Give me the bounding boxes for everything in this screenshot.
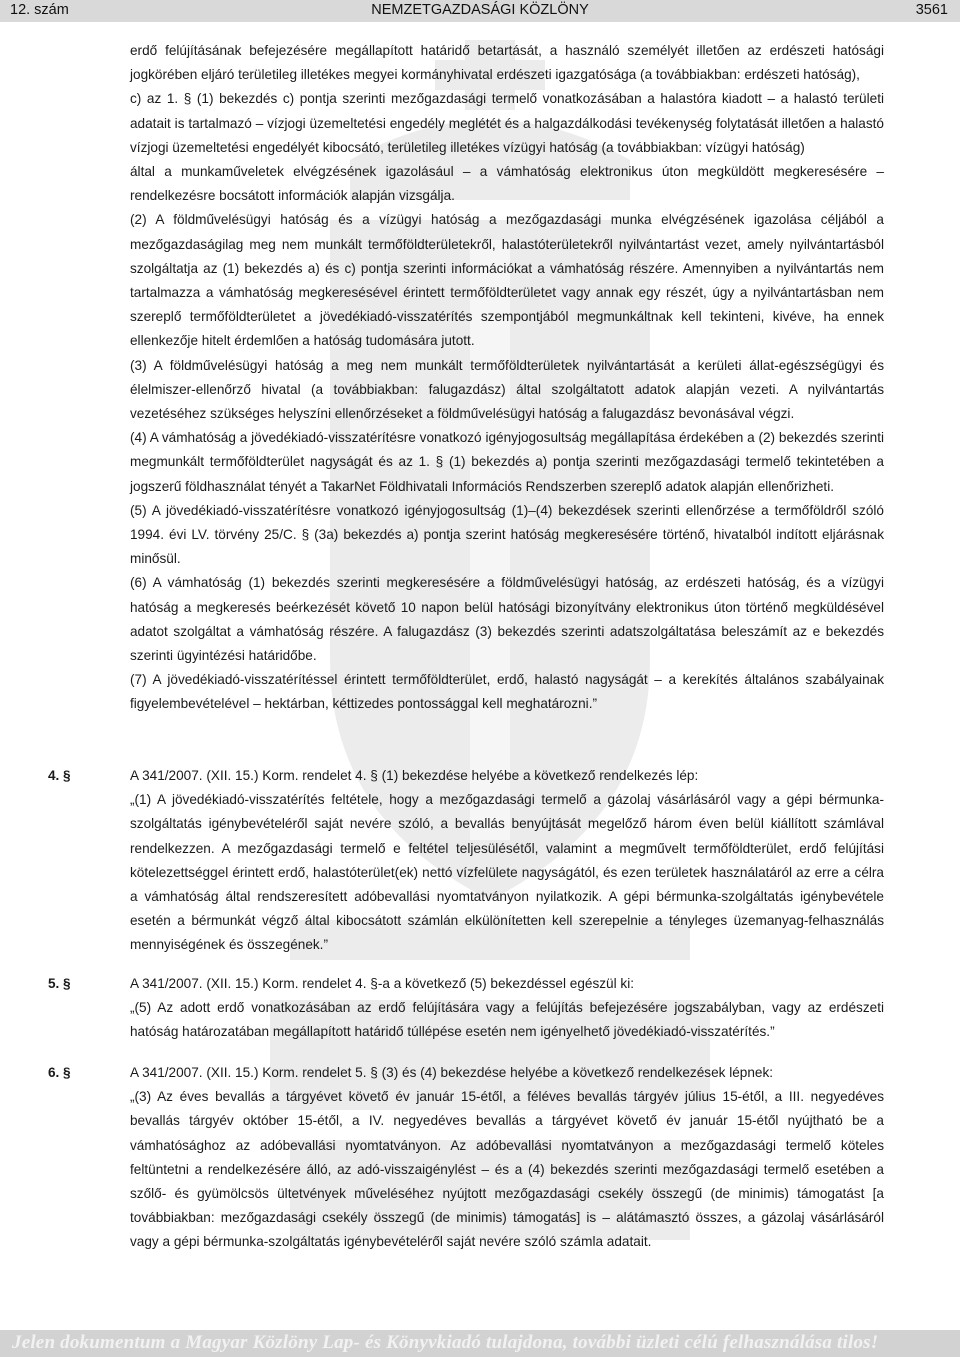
- paragraph-sign: §: [63, 768, 71, 783]
- paragraph-sign: §: [63, 976, 71, 991]
- paragraph: (2) A földművelésügyi hatóság és a vízügyi hatóság a mezőgazdasági munka elvégzésének igazolása céljából a mezőgazdaságilag meg nem munkált termőföldterületekről, halastóterületekről nyilvántartást vezet, amely nyilvántartásból szolgáltatja az (1) bekezdés a) és c) pontja szerinti információkat a vámhatóság részére. Amennyiben a nyilvántartás nem tartalmazza a vámhatóság megkeresésével érintett termőföldterületet vagy annak egy részét, úgy a nyilvántartásban nem szereplő termőföldterületet a jövedékiadó-visszatérítés szempontjából megmunkáltnak kell tekinteni, kivéve, ha ennek ellenkezője hitelt érdemlően a hatóság tudomására jutott.: [130, 212, 884, 349]
- section-intro: A 341/2007. (XII. 15.) Korm. rendelet 5. § (3) és (4) bekezdése helyébe a következő rendelkezések lépnek:: [130, 1065, 774, 1080]
- paragraph: (5) A jövedékiadó-visszatérítésre vonatkozó igényjogosultság (1)–(4) bekezdések szerinti ellenőrzése a termőföldről szóló 1994. évi LV. törvény 25/C. § (3a) bekezdés a) pontja szerint hatóság megkeresésére történő, hivatalból indított eljárásnak minősül.: [130, 502, 884, 567]
- paragraph: (3) A földművelésügyi hatóság a meg nem munkált termőföldterületek nyilvántartását a kerületi állat-egészségügyi és élelmiszer-ellenőrző hivatal (a továbbiakban: falugazdász) által szolgáltatott adatok alapján vezeti. A nyilvántartás vezetéséhez szükséges helyszíni ellenőrzéseket a földművelésügyi hatóság a falugazdász bevonásával végzi.: [130, 357, 884, 422]
- journal-title: NEMZETGAZDASÁGI KÖZLÖNY: [371, 2, 589, 18]
- section-quote: „(3) Az éves bevallás a tárgyévet követő év január 15-étől, a féléves bevallás tárgyév július 15-étől, a III. negyedéves bevallás tárgyév október 15-étől, a IV. negyedéves bevallás a tárgyévet követő év január 15-étől nyújtható be a vámhatósághoz az adóbevallási nyomtatványon. Az adóbevallási nyomtatványon a mezőgazdasági termelő köteles feltüntetni a rendelkezésére álló, az adó-visszaigénylést – és a (4) bekezdés szerinti mezőgazdasági termelő esetében a szőlő- és gyümölcsös ültetvények műveléséhez nyújtott mezőgazdasági csekély összegű (de minimis) támogatást [a továbbiakban: mezőgazdasági csekély összegű (de minimis) támogatás] is – alátámasztó összes, a gázolaj vásárlásáról vagy a gépi bérmunka-szolgáltatás igénybevételéről saját nevére szóló számla adatait.: [130, 1089, 884, 1250]
- copyright-notice: Jelen dokumentum a Magyar Közlöny Lap- és Könyvkiadó tulajdona, további üzleti célú felhasználása tilos!: [12, 1332, 879, 1353]
- paragraph: erdő felújításának befejezésére megállapított határidő betartását, a használó személyét illetően az erdészeti hatósági jogkörében eljáró területileg illetékes megyei kormányhivatal erdészeti igazgatósága (a továbbiakban: erdészeti hatóság),: [130, 43, 884, 83]
- document-body: [130, 39, 884, 717]
- paragraph: (6) A vámhatóság (1) bekezdés szerinti megkeresésére a földművelésügyi hatóság, az erdészeti hatóság, és a vízügyi hatóság a megkeresés beérkezését követő 10 napon belül hatósági bizonyítvány elektronikus úton történő megküldésével adatot szolgáltat a vámhatóság részére. A falugazdász (3) bekezdés szerinti adatszolgáltatása beleszámít az e bekezdés szerinti ügyintézési határidőbe.: [130, 575, 884, 664]
- page-header: [0, 0, 960, 22]
- paragraph: c) az 1. § (1) bekezdés c) pontja szerinti mezőgazdasági termelő vonatkozásában a halastóra kiadott – a halastó területi adatait is tartalmazó – vízjogi üzemeltetési engedély meglétét és a halgazdálkodási tevékenység folytatását illetően a halastó vízjogi üzemeltetési engedélyét kibocsátó, területileg illetékes vízügyi hatóság (a továbbiakban: vízügyi hatóság): [130, 91, 884, 155]
- section-number: 5.: [48, 976, 60, 991]
- paragraph: (7) A jövedékiadó-visszatérítéssel érintett termőföldterület, erdő, halastó nagyságát – a kerekítés általános szabályainak figyelembevételével – hektárban, kéttizedes pontossággal kell meghatározni.”: [130, 672, 884, 712]
- section-quote: „(1) A jövedékiadó-visszatérítés feltétele, hogy a mezőgazdasági termelő a gázolaj vásárlásáról vagy a gépi bérmunka-szolgáltatás igénybevételéről saját nevére szóló, a bevallás benyújtását megelőző három éven belül kiállított számlával rendelkezzen. A mezőgazdasági termelő e feltétel teljesülésétől, valamint a megművelt termőföldterület, erdő felújítási kötelezettséggel érintett erdő, halastóterület(ek) nettó vízfelülete nagyságától, és ezen területek használatáról az erre a célra a vámhatóság által rendszeresített adóbevallási nyomtatványon nyilatkozik. A gépi bérmunka-szolgáltatás igénybevétele esetén a bérmunkát végző által kibocsátott számlán elkülönítetten kell szerepelnie a tényleges üzemanyag-felhasználás mennyiségének és összegének.”: [130, 792, 884, 953]
- section-quote: „(5) Az adott erdő vonatkozásában az erdő felújítására vagy a felújítás befejezésére jogszabályban, vagy az erdészeti hatóság határozatában megállapított határidő túllépése esetén nem igényelhető jövedékiadó-visszatérítés.”: [130, 1000, 884, 1040]
- issue-number: 12. szám: [10, 2, 69, 18]
- paragraph-sign: §: [63, 1065, 71, 1080]
- paragraph: által a munkaműveletek elvégzésének igazolásául – a vámhatóság elektronikus úton megküldött megkeresésére – rendelkezésre bocsátott információk alapján vizsgálja.: [130, 164, 884, 204]
- section-number: 4.: [48, 768, 60, 783]
- section-number: 6.: [48, 1065, 60, 1080]
- copyright-footer: [0, 1330, 960, 1357]
- paragraph: (4) A vámhatóság a jövedékiadó-visszatérítésre vonatkozó igényjogosultság megállapítása érdekében a (2) bekezdés szerinti megmunkált termőföldterület nagyságát és az 1. § (1) bekezdés a) pontja szerinti mezőgazdasági termelő tekintetében a jogszerű földhasználat tényét a TakarNet Földhivatali Információs Rendszerben szereplő adatok alapján ellenőrizheti.: [130, 430, 884, 494]
- section-intro: A 341/2007. (XII. 15.) Korm. rendelet 4. § (1) bekezdése helyébe a következő rendelkezés lép:: [130, 768, 699, 783]
- page-number: 3561: [915, 2, 948, 18]
- section-intro: A 341/2007. (XII. 15.) Korm. rendelet 4. §-a a következő (5) bekezdéssel egészül ki:: [130, 976, 634, 991]
